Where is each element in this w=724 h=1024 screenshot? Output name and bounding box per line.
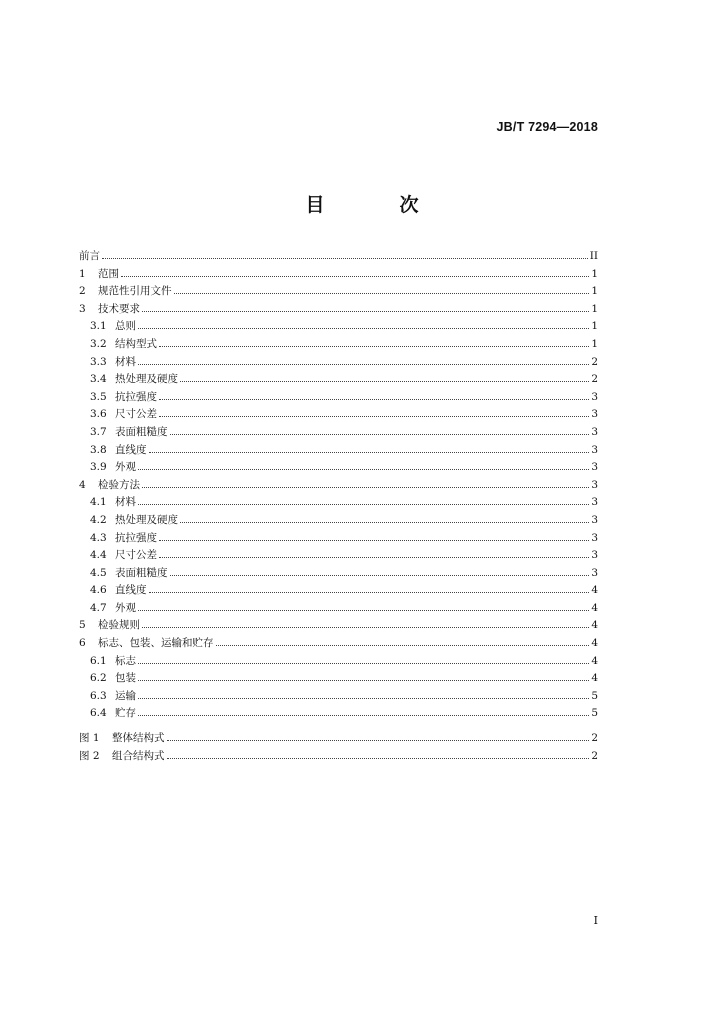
toc-entry[interactable]: [79, 547, 598, 565]
dot-leader: [121, 275, 589, 277]
entry-page: II: [589, 250, 598, 262]
entry-number: 4.7: [90, 601, 107, 614]
entry-label: 检验规则: [98, 619, 140, 632]
entry-label: 标志、包装、运输和贮存: [98, 637, 214, 650]
entry-number: 6.1: [90, 654, 107, 667]
dot-leader: [167, 739, 590, 741]
entry-number: 6.2: [90, 672, 107, 685]
entry-label: 尺寸公差: [115, 549, 157, 562]
entry-label: 标志: [115, 654, 136, 667]
entry-number: 4.4: [90, 549, 107, 562]
toc-entry[interactable]: [79, 266, 598, 284]
entry-number: 3.8: [90, 443, 107, 456]
dot-leader: [138, 609, 589, 611]
entry-number: 6.3: [90, 689, 107, 702]
toc-entry[interactable]: [79, 477, 598, 495]
dot-leader: [138, 327, 589, 329]
toc-entry[interactable]: [79, 688, 598, 706]
entry-page: 1: [591, 302, 598, 315]
entry-page: 2: [591, 749, 598, 762]
toc-entry[interactable]: [79, 354, 598, 372]
entry-page: 3: [591, 390, 598, 403]
dot-leader: [170, 433, 590, 435]
toc-entry[interactable]: [79, 442, 598, 460]
entry-label: 规范性引用文件: [98, 285, 172, 298]
dot-leader: [159, 345, 589, 347]
entry-number: 5: [79, 619, 86, 632]
figure-entry[interactable]: [79, 748, 598, 766]
dot-leader: [180, 380, 589, 382]
dot-leader: [159, 415, 589, 417]
entry-page: 3: [591, 531, 598, 544]
dot-leader: [138, 363, 589, 365]
toc-entry[interactable]: [79, 283, 598, 301]
entry-label: 整体结构式: [112, 732, 165, 744]
entry-number: 3.2: [90, 337, 107, 350]
toc-entry[interactable]: [79, 301, 598, 319]
toc-entry[interactable]: [79, 530, 598, 548]
toc-entry[interactable]: [79, 617, 598, 635]
dot-leader: [159, 556, 589, 558]
page-title: 目 次: [305, 194, 447, 216]
entry-page: 2: [591, 373, 598, 386]
entry-number: 6: [79, 637, 86, 650]
entry-page: 4: [591, 619, 598, 632]
table-of-contents: [79, 248, 598, 723]
entry-page: 4: [591, 601, 598, 614]
entry-page: 3: [591, 461, 598, 474]
dot-leader: [138, 697, 589, 699]
entry-label: 抗拉强度: [115, 531, 157, 544]
entry-page: 5: [591, 689, 598, 702]
toc-entry[interactable]: [79, 424, 598, 442]
toc-entry[interactable]: [79, 565, 598, 583]
dot-leader: [149, 591, 590, 593]
entry-page: 1: [591, 285, 598, 298]
entry-label: 运输: [115, 689, 136, 702]
toc-entry[interactable]: [79, 459, 598, 477]
entry-page: 3: [591, 566, 598, 579]
entry-label: 检验方法: [98, 478, 140, 491]
entry-label: 直线度: [115, 443, 147, 456]
dot-leader: [142, 310, 589, 312]
entry-number: 3.3: [90, 355, 107, 368]
entry-label: 表面粗糙度: [115, 566, 168, 579]
entry-number: 1: [79, 267, 86, 280]
entry-label: 贮存: [115, 707, 136, 720]
entry-label: 结构型式: [115, 337, 157, 350]
figure-entry[interactable]: [79, 730, 598, 748]
entry-page: 3: [591, 513, 598, 526]
entry-page: 3: [591, 478, 598, 491]
toc-entry[interactable]: [79, 705, 598, 723]
dot-leader: [138, 468, 589, 470]
dot-leader: [142, 486, 589, 488]
entry-page: 1: [591, 320, 598, 333]
entry-page: 3: [591, 496, 598, 509]
entry-page: 1: [591, 337, 598, 350]
dot-leader: [138, 662, 589, 664]
entry-page: 4: [591, 637, 598, 650]
entry-number: 2: [79, 285, 86, 298]
entry-label: 尺寸公差: [115, 408, 157, 421]
entry-page: 4: [591, 584, 598, 597]
entry-number: 3.4: [90, 373, 107, 386]
entry-number: 4: [79, 478, 86, 491]
toc-entry[interactable]: [79, 494, 598, 512]
dot-leader: [102, 257, 588, 259]
entry-label: 前言: [79, 250, 100, 262]
entry-page: 3: [591, 549, 598, 562]
entry-page: 4: [591, 654, 598, 667]
entry-page: 3: [591, 443, 598, 456]
entry-number: 4.3: [90, 531, 107, 544]
entry-number: 3: [79, 302, 86, 315]
dot-leader: [138, 679, 589, 681]
toc-entry[interactable]: [79, 248, 598, 266]
entry-number: 4.2: [90, 513, 107, 526]
dot-leader: [170, 574, 590, 576]
entry-number: 4.6: [90, 584, 107, 597]
entry-label: 组合结构式: [112, 749, 165, 762]
entry-page: 4: [591, 672, 598, 685]
entry-page: 5: [591, 707, 598, 720]
dot-leader: [174, 292, 590, 294]
toc-entry[interactable]: [79, 318, 598, 336]
dot-leader: [149, 451, 590, 453]
entry-label: 技术要求: [98, 302, 140, 315]
dot-leader: [138, 714, 589, 716]
toc-entry[interactable]: [79, 670, 598, 688]
entry-label: 包装: [115, 672, 136, 685]
toc-entry[interactable]: [79, 406, 598, 424]
entry-number: 3.1: [90, 320, 107, 333]
entry-label: 热处理及硬度: [115, 373, 178, 386]
figure-list: [79, 730, 598, 765]
dot-leader: [216, 644, 590, 646]
dot-leader: [180, 521, 589, 523]
entry-page: 3: [591, 425, 598, 438]
entry-number: 图 1: [79, 732, 100, 744]
dot-leader: [159, 398, 589, 400]
entry-label: 表面粗糙度: [115, 425, 168, 438]
entry-number: 3.6: [90, 408, 107, 421]
dot-leader: [167, 757, 590, 759]
standard-code: JB/T 7294—2018: [496, 120, 598, 134]
entry-label: 抗拉强度: [115, 390, 157, 403]
entry-page: 1: [591, 267, 598, 280]
entry-label: 总则: [115, 320, 136, 333]
entry-page: 2: [591, 355, 598, 368]
entry-label: 热处理及硬度: [115, 513, 178, 526]
entry-number: 6.4: [90, 707, 107, 720]
entry-label: 直线度: [115, 584, 147, 597]
dot-leader: [159, 539, 589, 541]
entry-page: 2: [591, 732, 598, 744]
toc-entry[interactable]: [79, 389, 598, 407]
toc-entry[interactable]: [79, 371, 598, 389]
toc-entry[interactable]: [79, 336, 598, 354]
toc-entry[interactable]: [79, 512, 598, 530]
dot-leader: [138, 503, 589, 505]
toc-entry[interactable]: [79, 635, 598, 653]
entry-number: 3.9: [90, 461, 107, 474]
entry-number: 3.5: [90, 390, 107, 403]
entry-label: 外观: [115, 461, 136, 474]
entry-number: 图 2: [79, 749, 100, 762]
entry-label: 材料: [115, 355, 136, 368]
entry-number: 4.1: [90, 496, 107, 509]
page-number: I: [593, 914, 598, 927]
entry-number: 3.7: [90, 425, 107, 438]
entry-label: 外观: [115, 601, 136, 614]
entry-page: 3: [591, 408, 598, 421]
dot-leader: [142, 626, 589, 628]
toc-entry[interactable]: [79, 600, 598, 618]
toc-entry[interactable]: [79, 653, 598, 671]
entry-label: 材料: [115, 496, 136, 509]
toc-entry[interactable]: [79, 582, 598, 600]
entry-number: 4.5: [90, 566, 107, 579]
entry-label: 范围: [98, 267, 119, 280]
